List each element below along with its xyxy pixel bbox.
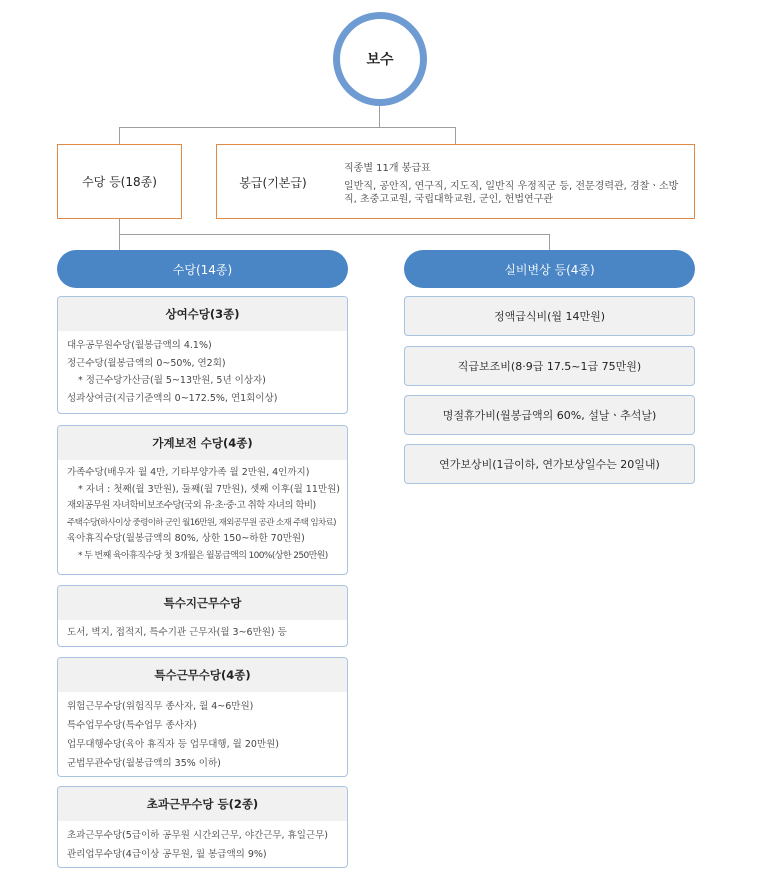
category-line: 특수업무수당(특수업무 종사자)	[67, 720, 197, 731]
connector-to-allowance	[119, 127, 120, 144]
category-line: 주택수당(하사이상 중령이하 군인 월16만원, 재외공무원 공관 소재 주택 임차료)	[67, 517, 336, 528]
allowance-group-label: 수당 등(18종)	[82, 175, 157, 189]
category-line-note: * 자녀 : 첫째(월 3만원), 둘째(월 7만원), 셋째 이후(월 11만원)	[78, 483, 340, 495]
category-line: 정근수당(월봉급액의 0~50%, 연2회)	[67, 357, 226, 369]
category-line: 성과상여금(지급기준액의 0~172.5%, 연1회이상)	[67, 392, 278, 404]
category-line-note: * 정근수당가산금(월 5~13만원, 5년 이상자)	[78, 375, 266, 386]
connector-root-down	[379, 106, 380, 127]
category-household	[57, 425, 348, 575]
expense-item: 연가보상비(1급이하, 연가보상일수는 20일내)	[404, 444, 695, 484]
category-title: 초과근무수당 등(2종)	[58, 787, 347, 821]
category-body	[58, 460, 347, 570]
connector-to-expenses	[549, 234, 550, 250]
salary-subtitle: 직종별 11개 봉급표	[344, 163, 431, 174]
allowance-pill-label: 수당(14종)	[172, 262, 233, 277]
category-special-region	[57, 585, 348, 647]
category-line: 대우공무원수당(월봉급액의 4.1%)	[67, 340, 212, 351]
connector-to-salary	[455, 127, 456, 144]
category-title: 특수근무수당(4종)	[58, 658, 347, 692]
category-title: 가계보전 수당(4종)	[58, 426, 347, 460]
category-line: 도서, 벽지, 접적지, 특수기관 근무자(월 3~6만원) 등	[67, 627, 287, 638]
connector-top-horizontal	[119, 127, 455, 128]
expense-item: 정액급식비(월 14만원)	[404, 296, 695, 336]
category-overtime	[57, 786, 348, 868]
category-line: 재외공무원 자녀학비보조수당(국외 유·초·중·고 취학 자녀의 학비)	[67, 500, 316, 511]
root-circle	[333, 12, 427, 106]
allowance-group-box	[57, 144, 182, 219]
category-line: 위험근무수당(위험직무 종사자, 월 4~6만원)	[67, 701, 254, 712]
category-special-duty	[57, 657, 348, 777]
allowance-pill	[57, 250, 348, 288]
category-line: 육아휴직수당(월봉급액의 80%, 상한 150~하한 70만원)	[67, 533, 305, 544]
root-label: 보수	[366, 52, 394, 68]
salary-box	[216, 144, 695, 219]
category-line: 가족수당(배우자 월 4만, 기타부양가족 월 2만원, 4인까지)	[67, 467, 310, 478]
connector-mid-horizontal	[119, 234, 549, 235]
category-line: 초과근무수당(5급이하 공무원 시간외근무, 야간근무, 휴일근무)	[67, 830, 329, 841]
category-body	[58, 620, 347, 647]
salary-description: 일반직, 공안직, 연구직, 지도직, 일반직 우정직군 등, 전문경력관, 경찰ㆍ소방직, 초중고교원, 국립대학교원, 군인, 헌법연구관	[344, 181, 679, 205]
category-bonus	[57, 296, 348, 414]
category-line-note: * 두 번째 육아휴직수당 첫 3개월은 월봉급액의 100%(상한 250만원)	[78, 550, 328, 561]
expense-item: 명절휴가비(월봉급액의 60%, 설날ㆍ추석날)	[404, 395, 695, 435]
category-title: 특수지근무수당	[58, 586, 347, 620]
category-line: 관리업무수당(4급이상 공무원, 월 봉급액의 9%)	[67, 849, 267, 860]
category-title: 상여수당(3종)	[58, 297, 347, 331]
expenses-pill	[404, 250, 695, 288]
expense-item: 직급보조비(8·9급 17.5~1급 75만원)	[404, 346, 695, 386]
expenses-pill-label: 실비변상 등(4종)	[504, 262, 595, 277]
category-body	[58, 821, 347, 868]
category-body	[58, 331, 347, 413]
category-line: 업무대행수당(육아 휴직자 등 업무대행, 월 20만원)	[67, 739, 279, 750]
salary-title: 봉급(기본급)	[239, 176, 307, 190]
category-body	[58, 692, 347, 777]
category-line: 군법무관수당(월봉급액의 35% 이하)	[67, 758, 221, 769]
